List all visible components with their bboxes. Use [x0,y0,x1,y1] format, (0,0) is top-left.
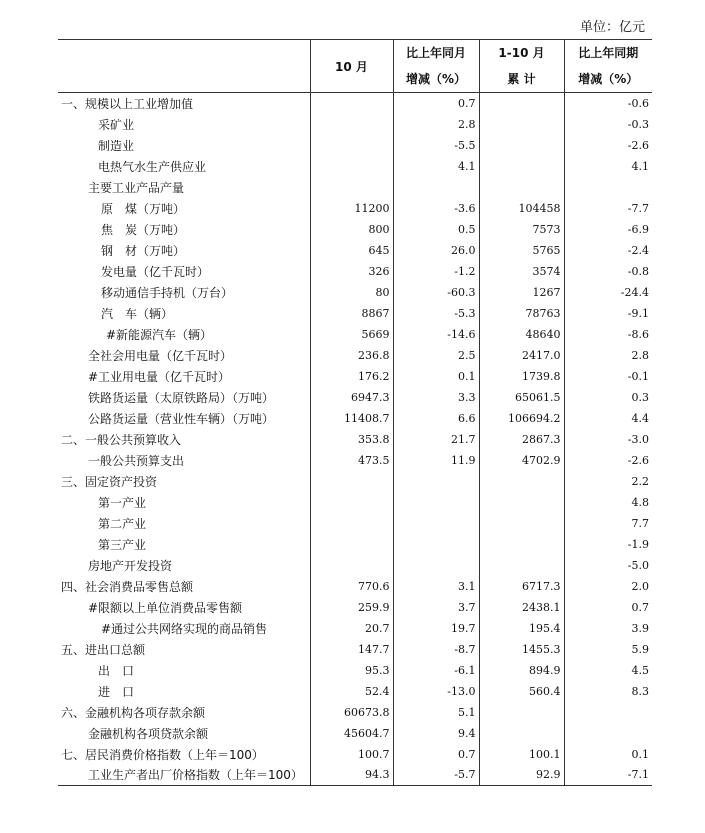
cumulative-change: -0.3 [564,114,652,135]
cumulative-change: -5.0 [564,555,652,576]
month-change [393,177,479,198]
cumulative-change [564,702,652,723]
cumulative-value: 2438.1 [479,597,564,618]
month-change: 4.1 [393,156,479,177]
month-value: 95.3 [310,660,393,681]
month-value: 473.5 [310,450,393,471]
cumulative-value: 48640 [479,324,564,345]
cumulative-change: 4.4 [564,408,652,429]
table-header-row [58,40,652,93]
cumulative-value: 78763 [479,303,564,324]
month-value: 20.7 [310,618,393,639]
table-row [58,408,652,429]
table-row [58,366,652,387]
month-value: 176.2 [310,366,393,387]
cumulative-change: 0.3 [564,387,652,408]
cumulative-value: 92.9 [479,765,564,786]
row-label: #通过公共网络实现的商品销售 [101,621,268,636]
table-row [58,198,652,219]
month-value: 8867 [310,303,393,324]
cumulative-value: 1267 [479,282,564,303]
month-change [393,555,479,576]
table-row [58,324,652,345]
month-value: 770.6 [310,576,393,597]
row-label: 移动通信手持机（万台） [101,285,234,300]
cumulative-change: -2.6 [564,450,652,471]
cumulative-value [479,534,564,555]
cumulative-change: -24.4 [564,282,652,303]
cumulative-change: -2.4 [564,240,652,261]
table-row [58,765,652,786]
header-cumulative-change-line2: 增减（%） [578,72,639,86]
month-change: -60.3 [393,282,479,303]
row-label: 金融机构各项贷款余额 [88,726,209,741]
month-value: 11200 [310,198,393,219]
cumulative-value: 65061.5 [479,387,564,408]
cumulative-change: 0.7 [564,597,652,618]
cumulative-change: 5.9 [564,639,652,660]
month-change: -5.3 [393,303,479,324]
month-value: 147.7 [310,639,393,660]
cumulative-value: 100.1 [479,744,564,765]
table-row [58,492,652,513]
month-value [310,114,393,135]
cumulative-change: -6.9 [564,219,652,240]
cumulative-change: -9.1 [564,303,652,324]
row-label: 四、社会消费品零售总额 [61,579,194,594]
row-label: 铁路货运量（太原铁路局）（万吨） [88,390,275,405]
table-row [58,429,652,450]
row-label: 房地产开发投资 [88,558,173,573]
row-label: 焦 炭（万吨） [101,222,186,237]
row-label: 发电量（亿千瓦时） [101,264,210,279]
cumulative-value [479,492,564,513]
cumulative-change [564,177,652,198]
header-cumulative-change [564,40,652,93]
month-value: 52.4 [310,681,393,702]
row-label: 电热气水生产供应业 [98,159,207,174]
row-label: 第三产业 [98,537,147,552]
header-month-change [393,40,479,93]
cumulative-value: 3574 [479,261,564,282]
table-row [58,282,652,303]
month-change: 3.3 [393,387,479,408]
month-change: 0.5 [393,219,479,240]
row-label: 一般公共预算支出 [88,453,185,468]
cumulative-value [479,93,564,114]
table-row [58,387,652,408]
row-label: 全社会用电量（亿千瓦时） [88,348,233,363]
month-change: 26.0 [393,240,479,261]
table-row [58,114,652,135]
cumulative-change: 4.1 [564,156,652,177]
table-row [58,303,652,324]
month-change: 3.1 [393,576,479,597]
table-row [58,534,652,555]
month-value [310,135,393,156]
cumulative-value [479,471,564,492]
row-label: 六、金融机构各项存款余额 [61,705,206,720]
table-row [58,156,652,177]
cumulative-value [479,723,564,744]
row-label: 采矿业 [98,117,135,132]
table-row [58,681,652,702]
cumulative-value [479,177,564,198]
header-cumulative [479,40,564,93]
month-change: 2.8 [393,114,479,135]
month-value: 326 [310,261,393,282]
cumulative-change: 4.5 [564,660,652,681]
month-value [310,177,393,198]
cumulative-change: -2.6 [564,135,652,156]
cumulative-value [479,555,564,576]
cumulative-change: 3.9 [564,618,652,639]
row-label: 钢 材（万吨） [101,243,186,258]
table-row [58,660,652,681]
cumulative-change: -0.8 [564,261,652,282]
cumulative-value: 1455.3 [479,639,564,660]
cumulative-value: 1739.8 [479,366,564,387]
cumulative-change: -1.9 [564,534,652,555]
cumulative-change: 2.0 [564,576,652,597]
table-row [58,177,652,198]
month-value: 236.8 [310,345,393,366]
table-row [58,345,652,366]
month-value: 100.7 [310,744,393,765]
row-label: 一、规模以上工业增加值 [61,96,194,111]
cumulative-value: 106694.2 [479,408,564,429]
row-label: 制造业 [98,138,135,153]
month-value [310,492,393,513]
month-value: 353.8 [310,429,393,450]
month-value: 94.3 [310,765,393,786]
row-label: 第一产业 [98,495,147,510]
month-change: 6.6 [393,408,479,429]
row-label: 汽 车（辆） [101,306,174,321]
month-change: 19.7 [393,618,479,639]
row-label: 出 口 [98,663,135,678]
month-change: 3.7 [393,597,479,618]
row-label: 进 口 [98,684,135,699]
cumulative-change: 2.8 [564,345,652,366]
table-row [58,471,652,492]
row-label: 工业生产者出厂价格指数（上年＝100） [88,768,303,783]
cumulative-change: -0.1 [564,366,652,387]
cumulative-value: 104458 [479,198,564,219]
header-month-change-line1: 比上年同月 [405,46,466,60]
row-label: 第二产业 [98,516,147,531]
cumulative-change: -7.1 [564,765,652,786]
cumulative-change: -8.6 [564,324,652,345]
cumulative-value [479,156,564,177]
cumulative-change: 0.1 [564,744,652,765]
cumulative-value: 7573 [479,219,564,240]
table-row [58,240,652,261]
cumulative-change [564,723,652,744]
table-row [58,93,652,114]
table-row [58,219,652,240]
row-label: #工业用电量（亿千瓦时） [88,369,231,384]
row-label: 三、固定资产投资 [61,474,158,489]
cumulative-change: 7.7 [564,513,652,534]
row-label: #新能源汽车（辆） [106,327,213,342]
cumulative-value: 894.9 [479,660,564,681]
month-change: 9.4 [393,723,479,744]
cumulative-value: 560.4 [479,681,564,702]
table-row [58,723,652,744]
cumulative-change: 2.2 [564,471,652,492]
month-value: 259.9 [310,597,393,618]
month-change: 5.1 [393,702,479,723]
month-change [393,534,479,555]
cumulative-change: 4.8 [564,492,652,513]
month-change: -8.7 [393,639,479,660]
table-row [58,555,652,576]
header-indicator [58,40,310,93]
header-cumulative-change-line1: 比上年同期 [578,46,639,60]
month-change: -3.6 [393,198,479,219]
header-month-change-line2: 增减（%） [405,72,467,86]
table-row [58,135,652,156]
month-change: 21.7 [393,429,479,450]
month-change: 0.7 [393,93,479,114]
cumulative-value [479,513,564,534]
table-row [58,261,652,282]
month-value [310,93,393,114]
row-label: 主要工业产品产量 [88,180,185,195]
month-change: -5.7 [393,765,479,786]
cumulative-value: 6717.3 [479,576,564,597]
month-value: 645 [310,240,393,261]
row-label: 公路货运量（营业性车辆）（万吨） [88,411,275,426]
month-value: 5669 [310,324,393,345]
cumulative-change: 8.3 [564,681,652,702]
table-row [58,597,652,618]
row-label: 七、居民消费价格指数（上年＝100） [61,747,264,762]
table-row [58,702,652,723]
month-value [310,156,393,177]
month-change: -13.0 [393,681,479,702]
table-row [58,576,652,597]
row-label: #限额以上单位消费品零售额 [88,600,243,615]
table-body [58,93,652,786]
month-value [310,471,393,492]
month-value [310,513,393,534]
month-value: 800 [310,219,393,240]
month-change: -1.2 [393,261,479,282]
month-change [393,513,479,534]
cumulative-value [479,135,564,156]
month-value: 80 [310,282,393,303]
month-change [393,471,479,492]
unit-label: 单位：亿元 [580,20,646,35]
cumulative-value: 2867.3 [479,429,564,450]
cumulative-value: 5765 [479,240,564,261]
table-row [58,513,652,534]
month-value [310,534,393,555]
table-row [58,744,652,765]
month-value: 60673.8 [310,702,393,723]
month-change: 2.5 [393,345,479,366]
cumulative-value: 2417.0 [479,345,564,366]
row-label: 二、一般公共预算收入 [61,432,182,447]
month-value: 11408.7 [310,408,393,429]
table-row [58,618,652,639]
row-label: 五、进出口总额 [61,642,146,657]
cumulative-value: 4702.9 [479,450,564,471]
cumulative-change: -7.7 [564,198,652,219]
header-cumulative-line2: 累 计 [507,72,536,86]
header-cumulative-line1: 1-10 月 [498,46,545,60]
table-row [58,639,652,660]
month-value [310,555,393,576]
month-change: 0.7 [393,744,479,765]
cumulative-change: -3.0 [564,429,652,450]
cumulative-value [479,114,564,135]
month-change: -14.6 [393,324,479,345]
month-change: 11.9 [393,450,479,471]
cumulative-value: 195.4 [479,618,564,639]
table-row [58,450,652,471]
month-change: -6.1 [393,660,479,681]
cumulative-value [479,702,564,723]
cumulative-change: -0.6 [564,93,652,114]
month-change: -5.5 [393,135,479,156]
month-change [393,492,479,513]
month-value: 45604.7 [310,723,393,744]
row-label: 原 煤（万吨） [101,201,186,216]
header-month: 10 月 [310,40,393,93]
month-value: 6947.3 [310,387,393,408]
statistics-table [58,39,652,786]
month-change: 0.1 [393,366,479,387]
